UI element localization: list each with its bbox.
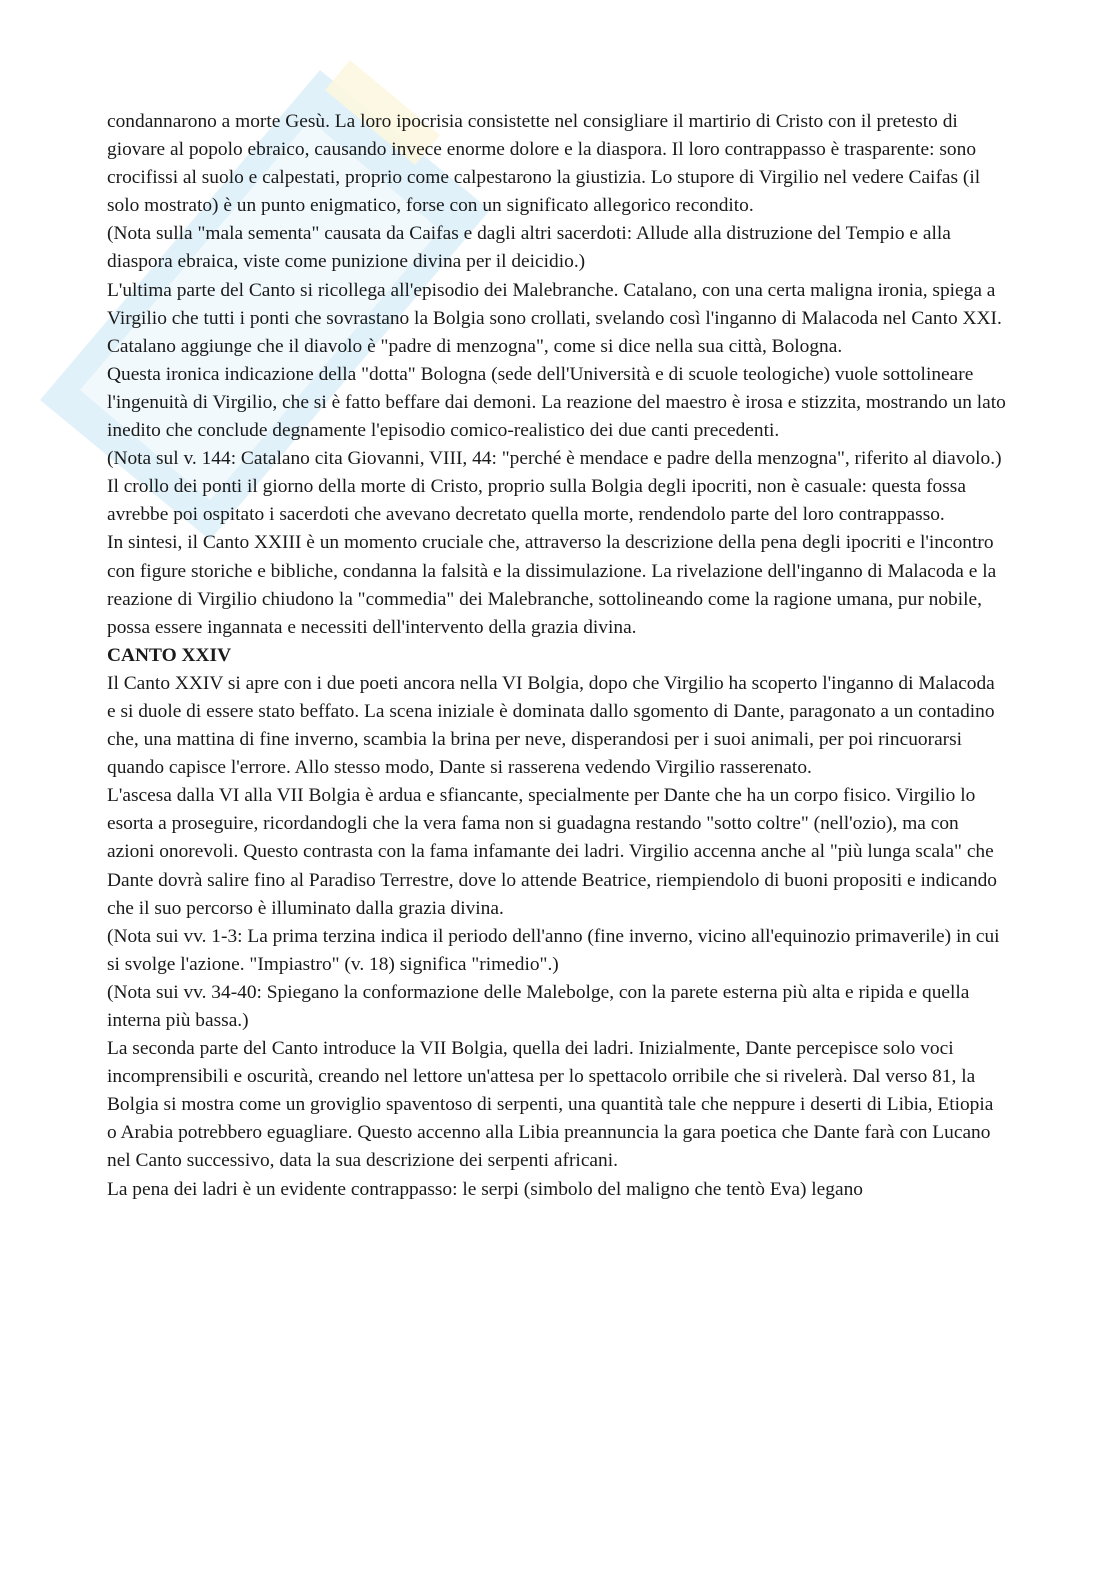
paragraph: Il Canto XXIV si apre con i due poeti ancora nella VI Bolgia, dopo che Virgilio ha scoperto l'inganno di Malacoda e si duole di essere stato beffato. La scena iniziale è dominata dallo sgomento di Dante, paragonato a un contadino che, una mattina di fine inverno, scambia la brina per neve, disperandosi per i suoi animali, per poi rincuorarsi quando capisce l'errore. Allo stesso modo, Dante si rasserena vedendo Virgilio rasserenato. — [107, 672, 995, 779]
section-heading: CANTO XXIV — [107, 644, 232, 666]
paragraph: L'ascesa dalla VI alla VII Bolgia è ardua e sfiancante, specialmente per Dante che ha un corpo fisico. Virgilio lo esorta a proseguire, ricordandogli che la vera fama non si guadagna restando "sotto coltre" (nell'ozio), ma con azioni onorevoli. Questo contrasta con la fama infamante dei ladri. Virgilio accenna anche al "più lunga scala" che Dante dovrà salire fino al Paradiso Terrestre, dove lo attende Beatrice, riempiendolo di buoni propositi e indicando che il suo percorso è illuminato dalla grazia divina. — [107, 785, 997, 919]
paragraph: (Nota sul v. 144: Catalano cita Giovanni, VIII, 44: "perché è mendace e padre della menzogna", riferito al diavolo.) — [107, 448, 1002, 470]
paragraph: L'ultima parte del Canto si ricollega all'episodio dei Malebranche. Catalano, con una certa maligna ironia, spiega a Virgilio che tutti i ponti che sovrastano la Bolgia sono crollati, svelando così l'inganno di Malacoda nel Canto XXI. Catalano aggiunge che il diavolo è "padre di menzogna", come si dice nella sua città, Bologna. — [107, 279, 1002, 357]
paragraph: La pena dei ladri è un evidente contrappasso: le serpi (simbolo del maligno che tentò Eva) legano — [107, 1178, 863, 1200]
paragraph: In sintesi, il Canto XXIII è un momento cruciale che, attraverso la descrizione della pena degli ipocriti e l'incontro con figure storiche e bibliche, condanna la falsità e la dissimulazione. La rivelazione dell'inganno di Malacoda e la reazione di Virgilio chiudono la "commedia" dei Malebranche, sottolineando come la ragione umana, pur nobile, possa essere ingannata e necessiti dell'intervento della grazia divina. — [107, 532, 997, 638]
paragraph: condannarono a morte Gesù. La loro ipocrisia consistette nel consigliare il martirio di Cristo con il pretesto di giovare al popolo ebraico, causando invece enorme dolore e la diaspora. Il loro contrappasso è trasparente: sono crocifissi al suolo e calpestati, proprio come calpestarono la giustizia. Lo stupore di Virgilio nel vedere Caifas (il solo mostrato) è un punto enigmatico, forse con un significato allegorico recondito. — [107, 111, 981, 217]
paragraph: (Nota sui vv. 34-40: Spiegano la conformazione delle Malebolge, con la parete esterna più alta e ripida e quella interna più bassa.) — [107, 981, 970, 1031]
paragraph: Questa ironica indicazione della "dotta" Bologna (sede dell'Università e di scuole teologiche) vuole sottolineare l'ingenuità di Virgilio, che si è fatto beffare dai demoni. La reazione del maestro è irosa e stizzita, mostrando un lato inedito che conclude degnamente l'episodio comico-realistico dei due canti precedenti. — [107, 363, 1006, 442]
paragraph: (Nota sulla "mala sementa" causata da Caifas e dagli altri sacerdoti: Allude alla distruzione del Tempio e alla diaspora ebraica, viste come punizione divina per il deicidio.) — [107, 223, 951, 273]
paragraph: Il crollo dei ponti il giorno della morte di Cristo, proprio sulla Bolgia degli ipocriti, non è casuale: questa fossa avrebbe poi ospitato i sacerdoti che avevano decretato quella morte, rendendolo parte del loro contrappasso. — [107, 476, 966, 526]
document-body — [107, 108, 1007, 1204]
paragraph: La seconda parte del Canto introduce la VII Bolgia, quella dei ladri. Inizialmente, Dante percepisce solo voci incomprensibili e oscurità, creando nel lettore un'attesa per lo spettacolo orribile che si rivelerà. Dal verso 81, la Bolgia si mostra come un groviglio spaventoso di serpenti, una quantità tale che neppure i deserti di Libia, Etiopia o Arabia potrebbero eguagliare. Questo accenno alla Libia preannuncia la gara poetica che Dante farà con Lucano nel Canto successivo, data la sua descrizione dei serpenti africani. — [107, 1038, 994, 1172]
paragraph: (Nota sui vv. 1-3: La prima terzina indica il periodo dell'anno (fine inverno, vicino all'equinozio primaverile) in cui si svolge l'azione. "Impiastro" (v. 18) significa "rimedio".) — [107, 925, 1000, 975]
